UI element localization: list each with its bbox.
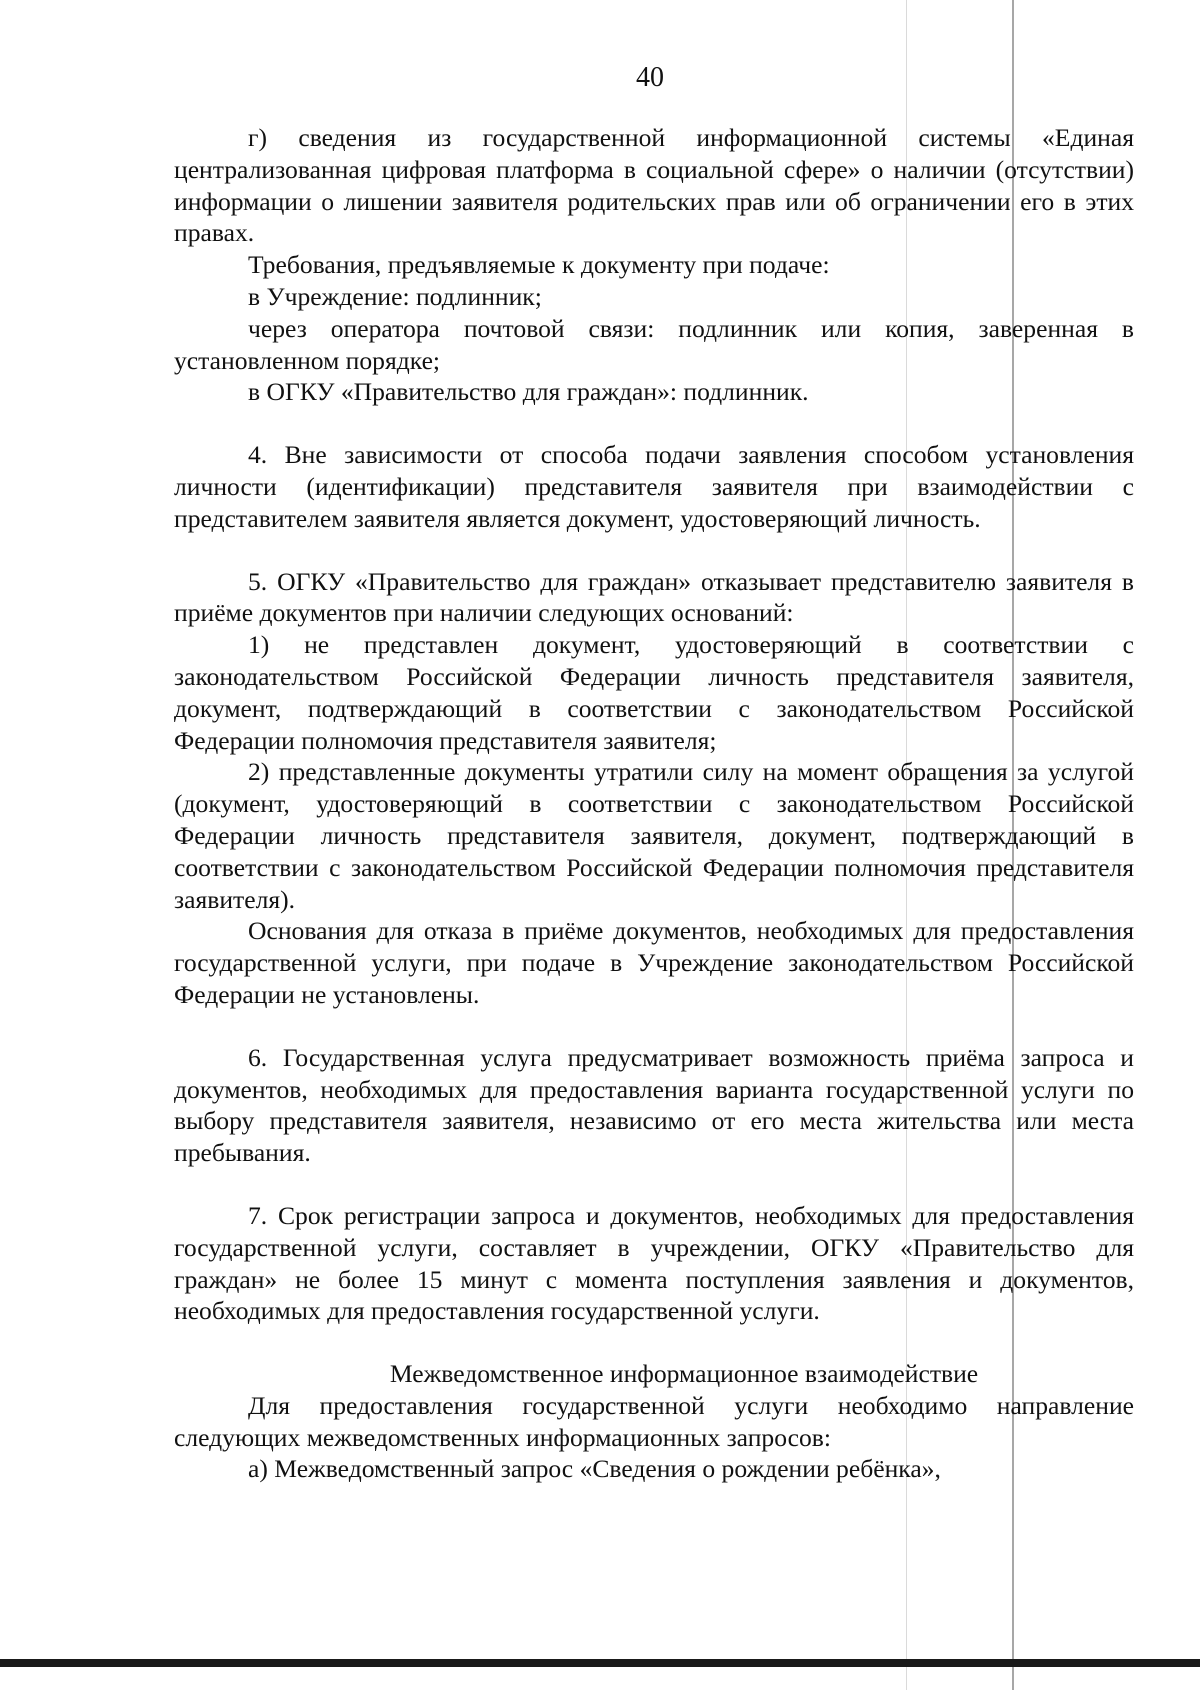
paragraph-item-5: 5. ОГКУ «Правительство для граждан» отказывает представителю заявителя в приёме документов при наличии следующих оснований: <box>174 566 1134 628</box>
paragraph-g: г) сведения из государственной информационной системы «Единая централизованная цифровая платформа в социальной сфере» о наличии (отсутствии) информации о лишении заявителя родительских прав или об ограничении его в этих правах. <box>174 123 1134 248</box>
paragraph-item-6: 6. Государственная услуга предусматривает возможность приёма запроса и документов, необходимых для предоставления варианта государственной услуги по выбору представителя заявителя, независимо от его места жительства или места пребывания. <box>174 1042 1134 1168</box>
paragraph-ogku: в ОГКУ «Правительство для граждан»: подлинник. <box>248 377 809 407</box>
paragraph-item-4: 4. Вне зависимости от способа подачи заявления способом установления личности (идентификации) представителя заявителя при взаимодействии с представителем заявителя является документ, удостоверяющий личность. <box>174 440 1134 533</box>
paragraph-request-a: а) Межведомственный запрос «Сведения о рождении ребёнка», <box>248 1454 941 1484</box>
paragraph-interagency: Для предоставления государственной услуги необходимо направление следующих межведомственных информационных запросов: <box>174 1390 1134 1452</box>
paragraph-institution: в Учреждение: подлинник; <box>248 281 542 311</box>
paragraph-item-5-2: 2) представленные документы утратили силу на момент обращения за услугой (документ, удостоверяющий в соответствии с законодательством Российской Федерации личность представителя заявителя, документ, подтверждающий в соответствии с законодательством Российской Федерации полномочия представителя заявителя). <box>174 757 1134 914</box>
paragraph-refusal-grounds: Основания для отказа в приёме документов, необходимых для предоставления государственной услуги, при подаче в Учреждение законодательством Российской Федерации не установлены. <box>174 916 1134 1009</box>
paragraph-postal: через оператора почтовой связи: подлинник или копия, заверенная в установленном порядке; <box>174 313 1134 375</box>
paragraph-requirements: Требования, предъявляемые к документу при подаче: <box>248 250 830 280</box>
paragraph-item-5-1: 1) не представлен документ, удостоверяющий в соответствии с законодательством Российской Федерации личность представителя заявителя, документ, подтверждающий в соответствии с законодательством Российской Федерации полномочия представителя заявителя; <box>174 630 1134 755</box>
page-number: 40 <box>636 62 664 93</box>
paragraph-item-7: 7. Срок регистрации запроса и документов, необходимых для предоставления государственной услуги, составляет в учреждении, ОГКУ «Правительство для граждан» не более 15 минут с момента поступления заявления и документов, необходимых для предоставления государственной услуги. <box>174 1200 1134 1326</box>
scan-bottom-edge <box>0 1659 1200 1667</box>
section-heading: Межведомственное информационное взаимодействие <box>389 1359 979 1389</box>
document-body <box>174 122 1134 1485</box>
